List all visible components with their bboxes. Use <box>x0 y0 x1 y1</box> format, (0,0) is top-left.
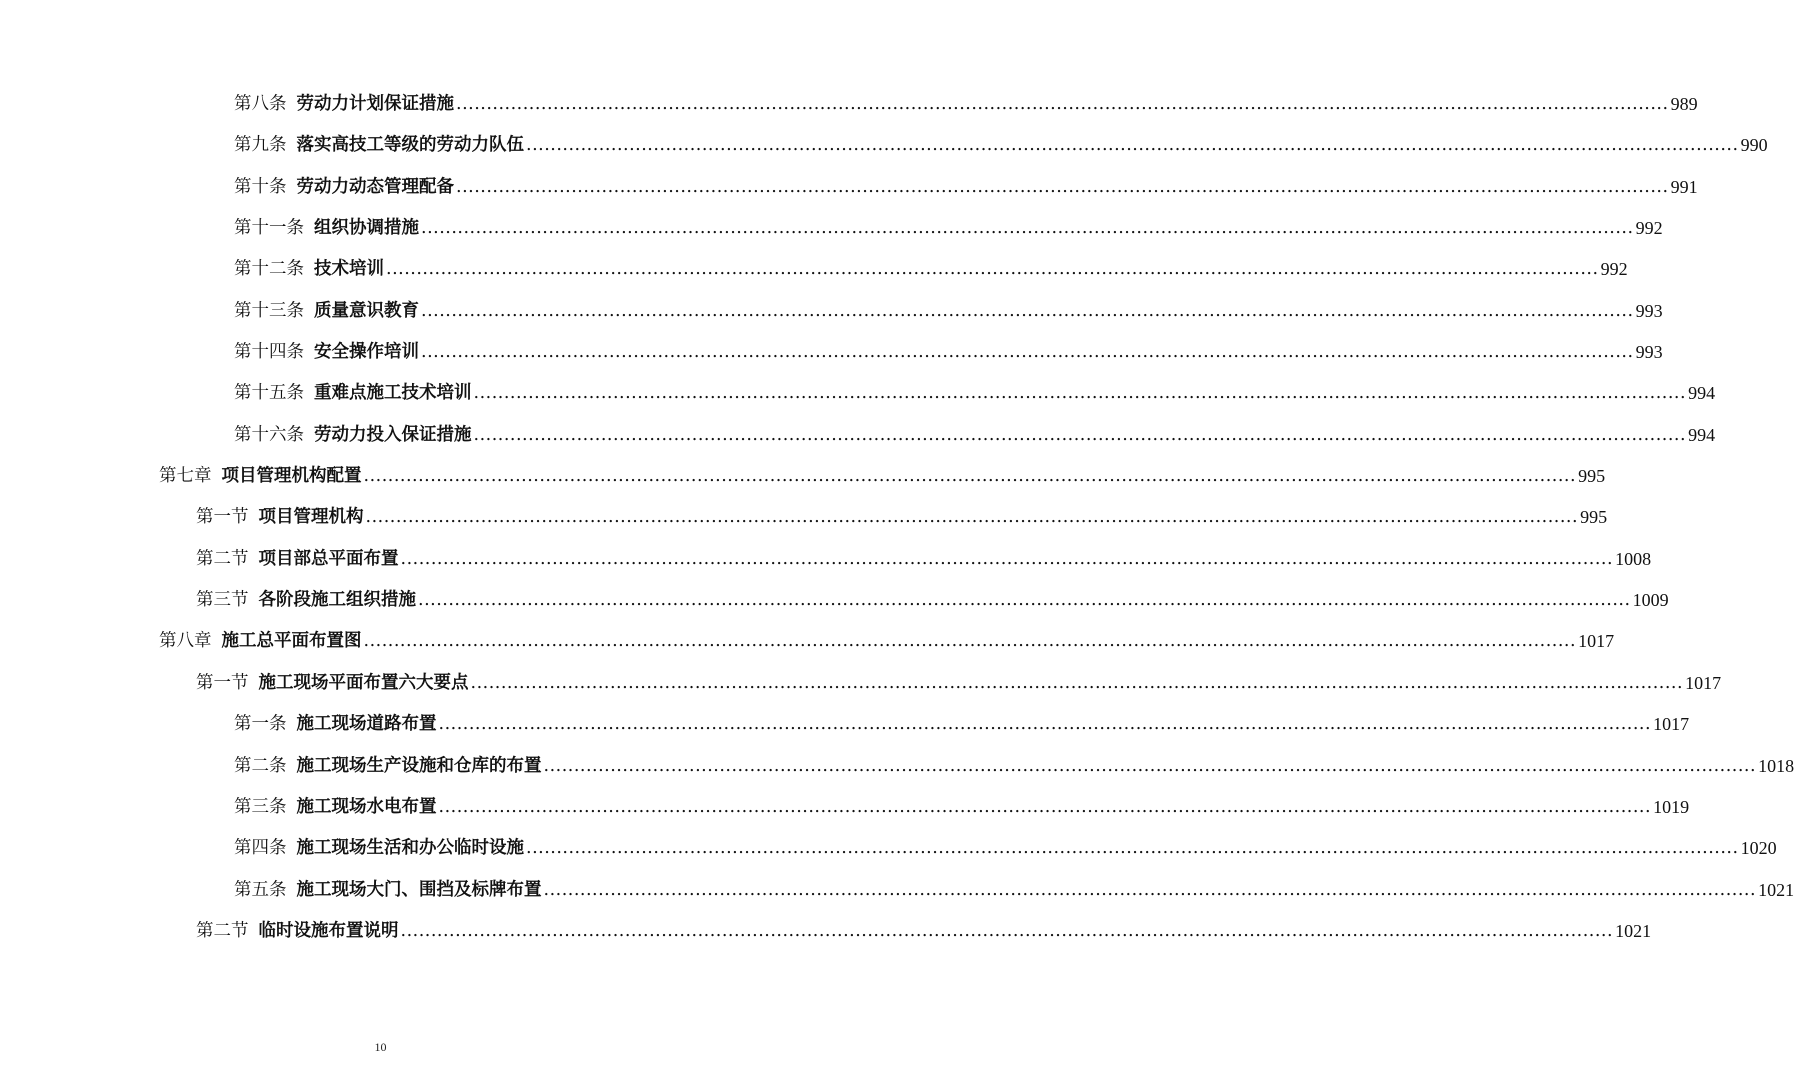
toc-entry[interactable] <box>0 672 1722 713</box>
toc-entry-title: 质量意识教育 <box>314 300 419 321</box>
toc-entry-title: 施工现场平面布置六大要点 <box>258 672 469 693</box>
toc-entry-page: 1020 <box>1740 838 1777 859</box>
dot-leader: ........................................................................................................................................................................................................ <box>421 300 1634 321</box>
dot-leader: ........................................................................................................................................................................................................ <box>400 548 1614 569</box>
toc-entry-number: 第十四条 <box>234 342 304 363</box>
toc-entry[interactable] <box>0 424 1716 465</box>
toc-entry-title: 重难点施工技术培训 <box>314 383 472 404</box>
toc-entry-page: 1019 <box>1653 796 1690 817</box>
toc-entry-number: 第一节 <box>196 507 249 528</box>
toc-entry-page: 991 <box>1670 176 1698 197</box>
dot-leader: ........................................................................................................................................................................................................ <box>456 94 1669 114</box>
toc-entry[interactable] <box>0 93 1698 134</box>
toc-entry-title: 施工现场道路布置 <box>296 714 437 735</box>
toc-entry-number: 第三条 <box>234 796 287 817</box>
toc-entry-title: 劳动力投入保证措施 <box>314 424 472 445</box>
toc-entry-number: 第八章 <box>159 631 212 652</box>
dot-leader: ........................................................................................................................................................................................................ <box>543 755 1757 776</box>
toc-entry-number: 第五条 <box>234 879 287 900</box>
dot-leader: ........................................................................................................................................................................................................ <box>363 466 1577 487</box>
toc-entry[interactable] <box>0 920 1652 961</box>
toc-entry-page: 993 <box>1635 300 1663 321</box>
dot-leader: ........................................................................................................................................................................................................ <box>438 796 1652 817</box>
toc-entry[interactable] <box>0 217 1663 258</box>
page-number: 10 <box>374 1040 387 1054</box>
toc-entry-title: 项目管理机构配置 <box>221 466 362 487</box>
toc-entry-title: 施工现场水电布置 <box>296 796 437 817</box>
toc-entry-number: 第二节 <box>196 548 249 569</box>
toc-entry-number: 第十五条 <box>234 383 304 404</box>
toc-entry[interactable] <box>0 713 1690 754</box>
toc-entry-page: 1018 <box>1758 755 1794 776</box>
toc-entry[interactable] <box>0 176 1698 217</box>
toc-entry-page: 994 <box>1688 383 1716 404</box>
toc-entry[interactable] <box>0 879 1794 920</box>
toc-entry-page: 1017 <box>1578 631 1615 652</box>
toc-entry-page: 1017 <box>1653 714 1690 735</box>
dot-leader: ........................................................................................................................................................................................................ <box>386 259 1599 280</box>
toc-entry[interactable] <box>0 465 1606 506</box>
toc-entry-page: 1017 <box>1685 672 1722 693</box>
toc-entry-page: 995 <box>1580 507 1608 528</box>
toc-entry-title: 劳动力计划保证措施 <box>296 94 454 114</box>
dot-leader: ........................................................................................................................................................................................................ <box>473 424 1687 445</box>
toc-entry[interactable] <box>0 548 1652 589</box>
toc-entry[interactable] <box>0 341 1663 382</box>
toc-entry-page: 992 <box>1600 259 1628 280</box>
toc-entry-number: 第十条 <box>234 176 287 197</box>
toc-entry[interactable] <box>0 837 1777 878</box>
toc-entry-number: 第九条 <box>234 135 287 156</box>
toc-entry-title: 项目管理机构 <box>258 507 364 528</box>
toc-entry-number: 第十六条 <box>234 424 304 445</box>
toc-entry[interactable] <box>0 134 1768 175</box>
toc-entry-page: 993 <box>1635 342 1663 363</box>
toc-entry-page: 994 <box>1688 424 1716 445</box>
dot-leader: ........................................................................................................................................................................................................ <box>526 135 1739 156</box>
toc-entry[interactable] <box>0 300 1663 341</box>
dot-leader: ........................................................................................................................................................................................................ <box>526 838 1739 859</box>
toc-entry-page: 1008 <box>1615 548 1652 569</box>
toc-entry-number: 第二条 <box>234 755 287 776</box>
toc-entry[interactable] <box>0 506 1608 547</box>
toc-entry-number: 第二节 <box>196 920 249 941</box>
toc-entry-title: 临时设施布置说明 <box>258 920 399 941</box>
toc-entry-number: 第八条 <box>234 94 287 114</box>
toc-entry-number: 第十三条 <box>234 300 304 321</box>
dot-leader: ........................................................................................................................................................................................................ <box>470 672 1684 693</box>
dot-leader: ........................................................................................................................................................................................................ <box>421 342 1634 363</box>
toc-entry[interactable] <box>0 755 1794 796</box>
toc-entry[interactable] <box>0 258 1628 299</box>
dot-leader: ........................................................................................................................................................................................................ <box>438 714 1652 735</box>
toc-entry[interactable] <box>0 796 1690 837</box>
dot-leader: ........................................................................................................................................................................................................ <box>543 879 1757 900</box>
toc-entry-title: 项目部总平面布置 <box>258 548 399 569</box>
toc-entry-page: 1021 <box>1758 879 1794 900</box>
dot-leader: ........................................................................................................................................................................................................ <box>400 920 1614 941</box>
toc-entry-number: 第十二条 <box>234 259 304 280</box>
dot-leader: ........................................................................................................................................................................................................ <box>473 383 1687 404</box>
toc-entry[interactable] <box>0 589 1669 630</box>
table-of-contents <box>0 93 1794 961</box>
toc-entry-title: 施工现场生产设施和仓库的布置 <box>296 755 542 776</box>
toc-entry-title: 施工现场大门、围挡及标牌布置 <box>296 879 542 900</box>
toc-entry-number: 第一节 <box>196 672 249 693</box>
toc-entry-number: 第十一条 <box>234 218 304 239</box>
toc-entry-title: 施工现场生活和办公临时设施 <box>296 838 524 859</box>
dot-leader: ........................................................................................................................................................................................................ <box>456 176 1669 197</box>
toc-entry-title: 组织协调措施 <box>314 218 419 239</box>
toc-entry-number: 第七章 <box>159 466 212 487</box>
toc-entry-page: 989 <box>1670 94 1698 114</box>
dot-leader: ........................................................................................................................................................................................................ <box>418 590 1631 611</box>
dot-leader: ........................................................................................................................................................................................................ <box>365 507 1579 528</box>
toc-entry-number: 第四条 <box>234 838 287 859</box>
toc-entry-title: 施工总平面布置图 <box>221 631 362 652</box>
toc-entry-title: 安全操作培训 <box>314 342 419 363</box>
toc-entry-page: 990 <box>1740 135 1768 156</box>
toc-entry-page: 995 <box>1578 466 1606 487</box>
toc-entry[interactable] <box>0 382 1716 423</box>
toc-entry-page: 1009 <box>1632 590 1669 611</box>
dot-leader: ........................................................................................................................................................................................................ <box>421 218 1634 239</box>
toc-entry-number: 第三节 <box>196 590 249 611</box>
toc-entry-page: 992 <box>1635 218 1663 239</box>
toc-entry-title: 劳动力动态管理配备 <box>296 176 454 197</box>
toc-entry-title: 技术培训 <box>314 259 384 280</box>
dot-leader: ........................................................................................................................................................................................................ <box>363 631 1577 652</box>
toc-entry[interactable] <box>0 630 1615 671</box>
toc-entry-page: 1021 <box>1615 920 1652 941</box>
toc-entry-title: 落实高技工等级的劳动力队伍 <box>296 135 524 156</box>
toc-entry-title: 各阶段施工组织措施 <box>258 590 416 611</box>
toc-entry-number: 第一条 <box>234 714 287 735</box>
